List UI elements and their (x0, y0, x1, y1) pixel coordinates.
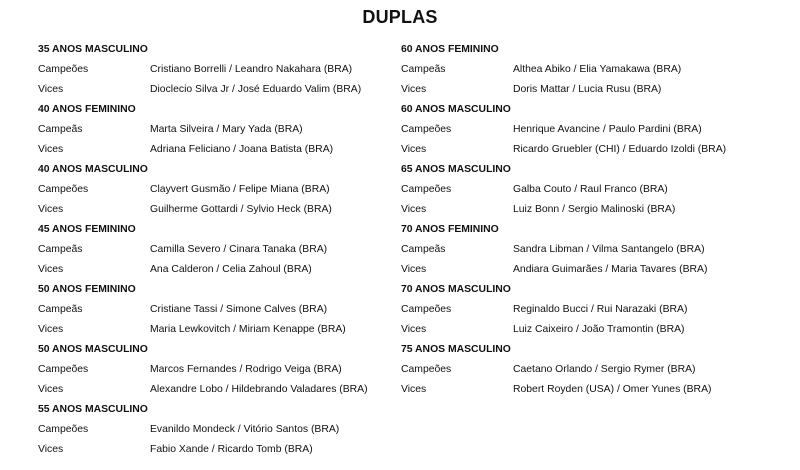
players-pair: Dioclecio Silva Jr / José Eduardo Valim (BRA) (150, 84, 362, 95)
result-label: Vices (38, 204, 64, 215)
result-label: Campeões (401, 124, 452, 135)
players-pair: Galba Couto / Raul Franco (BRA) (513, 184, 668, 195)
players-pair: Caetano Orlando / Sergio Rymer (BRA) (513, 364, 696, 375)
champions-row (38, 180, 408, 200)
runners-up-row (38, 140, 408, 160)
result-label: Vices (401, 264, 427, 275)
runners-up-row (38, 440, 408, 460)
result-label: Vices (401, 384, 427, 395)
category-heading: 70 ANOS FEMININO (401, 224, 499, 235)
runners-up-row (401, 260, 771, 280)
category-section (38, 40, 408, 100)
right-column (401, 40, 771, 400)
category-section (401, 280, 771, 340)
result-label: Campeãs (38, 124, 83, 135)
players-pair: Sandra Libman / Vilma Santangelo (BRA) (513, 244, 705, 255)
champions-row (38, 360, 408, 380)
page-title: DUPLAS (362, 7, 438, 27)
runners-up-row (401, 200, 771, 220)
players-pair: Ana Calderon / Celia Zahoul (BRA) (150, 264, 312, 275)
runners-up-row (38, 80, 408, 100)
category-heading: 50 ANOS FEMININO (38, 284, 136, 295)
players-pair: Andiara Guimarães / Maria Tavares (BRA) (513, 264, 708, 275)
result-label: Vices (38, 324, 64, 335)
runners-up-row (38, 380, 408, 400)
players-pair: Adriana Feliciano / Joana Batista (BRA) (150, 144, 334, 155)
result-label: Campeões (38, 64, 89, 75)
category-heading: 60 ANOS MASCULINO (401, 104, 511, 115)
result-label: Campeões (401, 184, 452, 195)
category-section (38, 160, 408, 220)
result-label: Vices (401, 324, 427, 335)
champions-row (38, 300, 408, 320)
players-pair: Doris Mattar / Lucia Rusu (BRA) (513, 84, 662, 95)
category-section (38, 340, 408, 400)
players-pair: Guilherme Gottardi / Sylvio Heck (BRA) (150, 204, 332, 215)
champions-row (401, 300, 771, 320)
category-heading: 50 ANOS MASCULINO (38, 344, 148, 355)
runners-up-row (38, 260, 408, 280)
category-heading: 75 ANOS MASCULINO (401, 344, 511, 355)
category-section (38, 280, 408, 340)
players-pair: Henrique Avancine / Paulo Pardini (BRA) (513, 124, 702, 135)
players-pair: Evanildo Mondeck / Vitório Santos (BRA) (150, 424, 340, 435)
result-label: Vices (401, 84, 427, 95)
category-heading: 60 ANOS FEMININO (401, 44, 499, 55)
champions-row (401, 180, 771, 200)
category-section (38, 220, 408, 280)
result-label: Campeões (38, 424, 89, 435)
players-pair: Reginaldo Bucci / Rui Narazaki (BRA) (513, 304, 688, 315)
category-section (38, 100, 408, 160)
champions-row (401, 240, 771, 260)
champions-row (401, 120, 771, 140)
runners-up-row (38, 320, 408, 340)
players-pair: Camilla Severo / Cinara Tanaka (BRA) (150, 244, 328, 255)
category-heading: 40 ANOS FEMININO (38, 104, 136, 115)
runners-up-row (401, 320, 771, 340)
result-label: Campeãs (401, 244, 446, 255)
result-label: Campeões (401, 364, 452, 375)
players-pair: Luiz Caixeiro / João Tramontin (BRA) (513, 324, 685, 335)
players-pair: Clayvert Gusmão / Felipe Miana (BRA) (150, 184, 330, 195)
champions-row (38, 240, 408, 260)
category-heading: 55 ANOS MASCULINO (38, 404, 148, 415)
runners-up-row (401, 380, 771, 400)
category-section (401, 220, 771, 280)
result-label: Campeãs (401, 64, 446, 75)
category-heading: 65 ANOS MASCULINO (401, 164, 511, 175)
runners-up-row (38, 200, 408, 220)
result-label: Campeões (38, 184, 89, 195)
category-heading: 45 ANOS FEMININO (38, 224, 136, 235)
runners-up-row (401, 140, 771, 160)
category-section (401, 340, 771, 400)
category-section (401, 160, 771, 220)
players-pair: Cristiane Tassi / Simone Calves (BRA) (150, 304, 328, 315)
result-label: Vices (38, 144, 64, 155)
players-pair: Ricardo Gruebler (CHI) / Eduardo Izoldi (BRA) (513, 144, 727, 155)
result-label: Vices (401, 144, 427, 155)
champions-row (38, 420, 408, 440)
champions-row (401, 360, 771, 380)
category-section (401, 40, 771, 100)
champions-row (38, 60, 408, 80)
runners-up-row (401, 80, 771, 100)
left-column (38, 40, 408, 460)
category-heading: 35 ANOS MASCULINO (38, 44, 148, 55)
result-label: Campeãs (38, 304, 83, 315)
players-pair: Cristiano Borrelli / Leandro Nakahara (BRA) (150, 64, 353, 75)
players-pair: Robert Royden (USA) / Omer Yunes (BRA) (513, 384, 712, 395)
result-label: Campeões (401, 304, 452, 315)
players-pair: Althea Abiko / Elia Yamakawa (BRA) (513, 64, 682, 75)
category-section (38, 400, 408, 460)
result-label: Campeões (38, 364, 89, 375)
champions-row (38, 120, 408, 140)
players-pair: Marta Silveira / Mary Yada (BRA) (150, 124, 303, 135)
result-label: Vices (38, 84, 64, 95)
players-pair: Marcos Fernandes / Rodrigo Veiga (BRA) (150, 364, 342, 375)
players-pair: Maria Lewkovitch / Miriam Kenappe (BRA) (150, 324, 346, 335)
category-heading: 40 ANOS MASCULINO (38, 164, 148, 175)
category-heading: 70 ANOS MASCULINO (401, 284, 511, 295)
players-pair: Alexandre Lobo / Hildebrando Valadares (BRA) (150, 384, 368, 395)
players-pair: Fabio Xande / Ricardo Tomb (BRA) (150, 444, 313, 455)
champions-row (401, 60, 771, 80)
result-label: Campeãs (38, 244, 83, 255)
category-section (401, 100, 771, 160)
result-label: Vices (38, 444, 64, 455)
result-label: Vices (38, 264, 64, 275)
result-label: Vices (38, 384, 64, 395)
players-pair: Luiz Bonn / Sergio Malinoski (BRA) (513, 204, 676, 215)
result-label: Vices (401, 204, 427, 215)
